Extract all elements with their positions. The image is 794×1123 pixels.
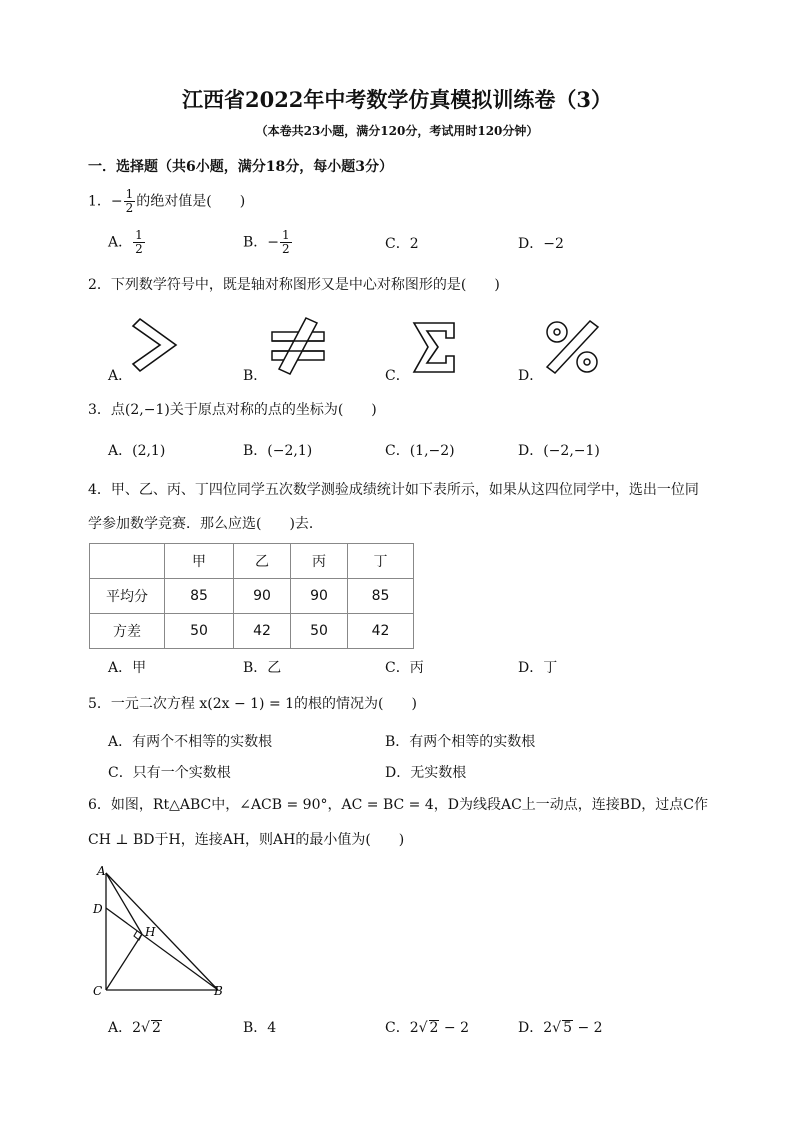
question-6-line-2: CH ⊥ BD于H，连接AH，则AH的最小值为( ) — [88, 832, 405, 848]
q4-option-c[interactable]: C．丙 — [385, 660, 424, 676]
table-header-cell: 丁 — [348, 544, 414, 579]
q5-option-a[interactable]: A．有两个不相等的实数根 — [108, 734, 273, 750]
question-5: 5．一元二次方程 x(2x − 1) = 1的根的情况为( ) — [88, 696, 417, 712]
segment-ch — [106, 934, 142, 990]
q6-option-c-label: C．2 — [385, 1020, 419, 1036]
label-a: A — [97, 864, 106, 878]
section-heading: 一．选择题（共6小题，满分18分，每小题3分） — [88, 159, 393, 175]
q1-text: 的绝对值是( ) — [136, 193, 246, 210]
page-title: 江西省2022年中考数学仿真模拟训练卷（3） — [181, 87, 613, 112]
q2-option-b[interactable]: B． — [243, 368, 268, 384]
table-cell: 42 — [234, 614, 291, 649]
table-header-row — [90, 544, 414, 579]
table-cell: 42 — [348, 614, 414, 649]
q1-frac-num: 1 — [125, 187, 134, 201]
label-d: D — [93, 902, 103, 916]
segment-bd — [106, 908, 218, 990]
q6-option-a-label: A．2 — [108, 1020, 142, 1036]
question-2: 2．下列数学符号中，既是轴对称图形又是中心对称图形的是( ) — [88, 277, 500, 293]
q5-option-c[interactable]: C．只有一个实数根 — [108, 765, 231, 781]
q1-option-b-minus: − — [267, 234, 280, 251]
q3-option-b[interactable]: B．(−2,1) — [243, 443, 313, 459]
q6-option-a[interactable] — [108, 1017, 162, 1037]
table-cell: 85 — [165, 579, 234, 614]
q3-option-c[interactable]: C．(1,−2) — [385, 443, 455, 459]
score-table — [89, 543, 414, 649]
q5-option-b[interactable]: B．有两个相等的实数根 — [385, 734, 536, 750]
question-3: 3．点(2,−1)关于原点对称的点的坐标为( ) — [88, 402, 377, 418]
q1-option-b-label: B． — [243, 234, 268, 251]
question-1 — [88, 188, 245, 215]
q1-option-b[interactable] — [243, 229, 293, 256]
sqrt-icon: √ — [418, 1020, 428, 1036]
table-row — [90, 614, 414, 649]
q1-option-a-num: 1 — [135, 228, 143, 242]
q1-fraction — [124, 188, 136, 215]
q5-option-d[interactable]: D．无实数根 — [385, 765, 467, 781]
table-cell: 90 — [234, 579, 291, 614]
q1-option-b-num: 1 — [282, 228, 290, 242]
segment-ah — [106, 873, 142, 934]
q1-option-a-fraction — [133, 229, 145, 256]
q6-option-c[interactable] — [385, 1017, 469, 1037]
question-6-line-1: 6．如图，Rt△ABC中，∠ACB = 90°，AC = BC = 4，D为线段AC上一动点，连接BD，过点C作 — [88, 797, 709, 813]
table-header-cell: 丙 — [291, 544, 348, 579]
q2-option-c[interactable]: C． — [385, 368, 410, 384]
label-c: C — [93, 984, 103, 998]
segment-ab — [106, 873, 218, 990]
table-cell: 方差 — [90, 614, 165, 649]
q6-option-a-radicand: 2 — [151, 1020, 161, 1036]
q4-option-d[interactable]: D．丁 — [518, 660, 558, 676]
q4-option-a[interactable]: A．甲 — [108, 660, 147, 676]
q1-option-a[interactable] — [108, 229, 146, 256]
q2-option-a[interactable]: A． — [108, 368, 133, 384]
table-header-cell: 乙 — [234, 544, 291, 579]
table-cell: 50 — [291, 614, 348, 649]
q6-option-d[interactable] — [518, 1017, 603, 1037]
table-cell: 85 — [348, 579, 414, 614]
label-b: B — [214, 984, 223, 998]
percent-shape-icon — [543, 318, 601, 376]
question-4-line-1: 4．甲、乙、丙、丁四位同学五次数学测验成绩统计如下表所示，如果从这四位同学中，选出一位同 — [88, 482, 699, 498]
table-cell: 90 — [291, 579, 348, 614]
q1-option-c[interactable]: C．2 — [385, 236, 419, 252]
triangle-figure — [90, 862, 235, 1002]
page-subtitle: （本卷共23小题，满分120分，考试用时120分钟） — [255, 124, 539, 138]
q4-option-b[interactable]: B．乙 — [243, 660, 282, 676]
sigma-shape-icon — [410, 320, 458, 375]
sqrt-icon: √ — [552, 1020, 562, 1036]
greater-than-shape-icon — [130, 315, 182, 375]
q6-option-d-label: D．2 — [518, 1020, 553, 1036]
q1-frac-den: 2 — [125, 201, 134, 215]
table-cell: 50 — [165, 614, 234, 649]
table-cell: 平均分 — [90, 579, 165, 614]
table-header-cell — [90, 544, 165, 579]
q6-option-c-radicand: 2 — [429, 1020, 439, 1036]
q1-option-a-den: 2 — [135, 242, 143, 256]
question-4-line-2: 学参加数学竞赛．那么应选( )去． — [88, 516, 323, 532]
q6-option-d-tail: − 2 — [577, 1020, 603, 1036]
q3-option-a[interactable]: A．(2,1) — [108, 443, 166, 459]
q1-option-a-label: A． — [108, 234, 133, 251]
q1-option-b-den: 2 — [282, 242, 290, 256]
q1-minus: − — [110, 193, 123, 210]
q6-option-b[interactable]: B．4 — [243, 1020, 277, 1036]
q1-number: 1． — [88, 193, 111, 210]
label-h: H — [145, 925, 156, 939]
q6-option-d-radicand: 5 — [563, 1020, 572, 1036]
q1-option-b-fraction — [280, 229, 292, 256]
q2-option-d[interactable]: D． — [518, 368, 544, 384]
table-row — [90, 579, 414, 614]
q6-option-c-tail: − 2 — [443, 1020, 470, 1036]
table-header-cell: 甲 — [165, 544, 234, 579]
sqrt-icon: √ — [141, 1020, 150, 1036]
q1-option-d[interactable]: D．−2 — [518, 236, 564, 252]
not-equal-shape-icon — [268, 315, 328, 377]
q3-option-d[interactable]: D．(−2,−1) — [518, 443, 600, 459]
